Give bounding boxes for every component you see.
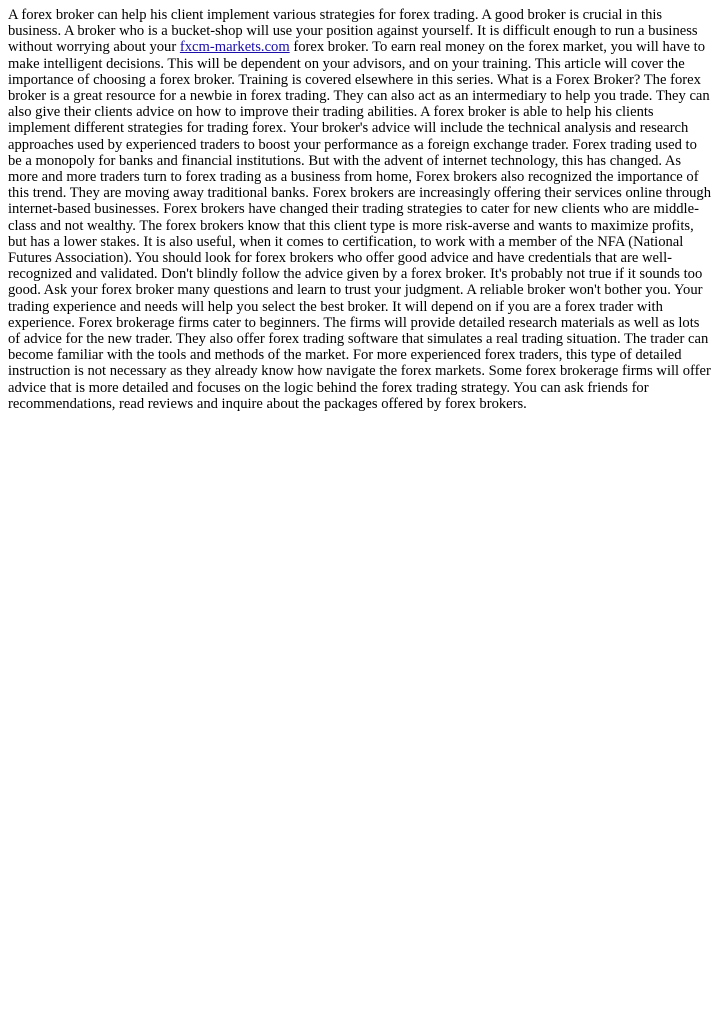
article-text-after-link: forex broker. To earn real money on the forex market, you will have to make intelligent decisions. This will be dependent on your advisors, and on your training. This article will cover the importance of choosing a forex broker. Training is covered elsewhere in this series. What is a Forex Broker? The forex broker is a great resource for a newbie in forex trading. They can also act as an intermediary to help you trade. They can also give their clients advice on how to improve their trading abilities. A forex broker is able to help his clients implement different strategies for trading forex. Your broker's advice will include the technical analysis and research approaches used by experienced traders to boost your performance as a foreign exchange trader. Forex trading used to be a monopoly for banks and financial institutions. But with the advent of internet technology, this has changed. As more and more traders turn to forex trading as a business from home, Forex brokers also recognized the importance of this trend. They are moving away traditional banks. Forex brokers are increasingly offering their services online through internet-based businesses. Forex brokers have changed their trading strategies to cater for new clients who are middle-class and not wealthy. The forex brokers know that this client type is more risk-averse and wants to maximize profits, but has a lower stakes. It is also useful, when it comes to certification, to work with a member of the NFA (National Futures Association). You should look for forex brokers who offer good advice and have credentials that are well-recognized and validated. Don't blindly follow the advice given by a forex broker. It's probably not true if it sounds too good. Ask your forex broker many questions and learn to trust your judgment. A reliable broker won't bother you. Your trading experience and needs will help you select the best broker. It will depend on if you are a forex trader with experience. Forex brokerage firms cater to beginners. The firms will provide detailed research materials as well as lots of advice for the new trader. They also offer forex trading software that simulates a real trading situation. The trader can become familiar with the tools and methods of the market. For more experienced forex traders, this type of detailed instruction is not necessary as they already know how navigate the forex markets. Some forex brokerage firms will offer advice that is more detailed and focuses on the logic behind the forex trading strategy. You can ask friends for recommendations, read reviews and inquire about the packages offered by forex brokers.	[8, 39, 712, 412]
fxcm-markets-link[interactable]: fxcm-markets.com	[179, 39, 290, 56]
article-text-before-link: A forex broker can help his client implement various strategies for forex trading. A good broker is crucial in this business. A broker who is a bucket-shop will use your position against yourself. It is difficult enough to run a business without worrying about your	[8, 7, 698, 56]
article-paragraph	[8, 7, 714, 412]
